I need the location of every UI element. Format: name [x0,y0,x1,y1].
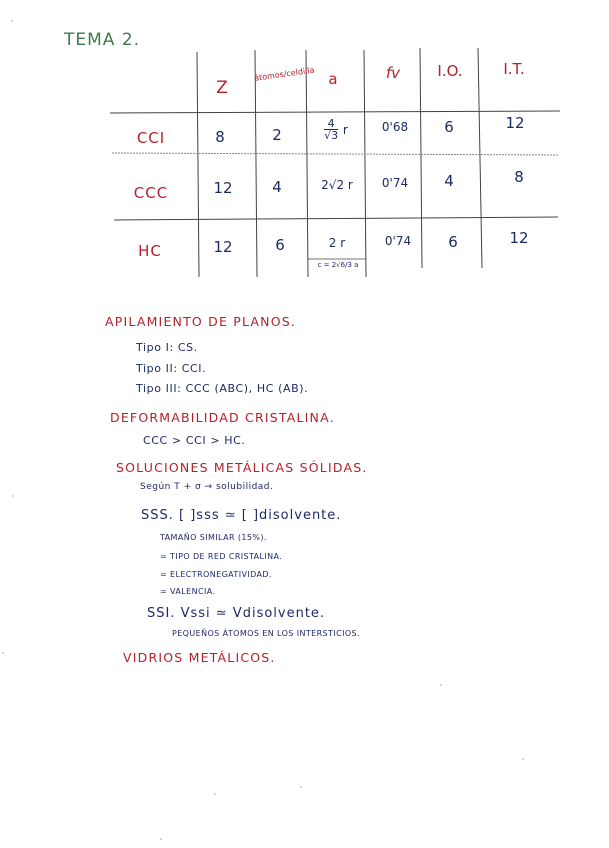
sss-item: TAMAÑO SIMILAR (15%). [160,533,267,542]
cell-it: 8 [514,168,524,186]
table-vline [420,48,422,268]
table-vline [306,50,308,277]
apilamiento-line: Tipo III: CCC (ABC), HC (AB). [136,382,309,395]
cell-z: 12 [213,238,233,256]
solubility-note: Según T + σ → solubilidad. [140,482,274,492]
cell-atoms: 6 [275,236,285,254]
heading-vidrios: VIDRIOS METÁLICOS. [123,650,276,665]
cell-a-variable: r [342,123,348,137]
heading-apilamiento: APILAMIENTO DE PLANOS. [105,314,297,329]
cell-a-numerator: 4 [324,118,338,130]
sss-item: = ELECTRONEGATIVIDAD. [160,570,272,579]
cell-it: 12 [509,229,529,247]
table-hline [114,217,558,220]
row-label-ccc: CCC [133,184,169,202]
cell-fv: 0'68 [381,120,409,134]
cell-a-denominator: √3 [324,129,339,142]
header-a: a [328,70,338,88]
ssi-formula: SSI. Vssi ≃ Vdisolvente. [147,606,326,621]
cell-it: 12 [505,114,525,132]
table-vline [478,48,482,268]
scan-speck [214,793,216,795]
scan-speck [300,786,302,788]
cell-a: 2√2 r [321,178,353,192]
cell-a: 2 r [328,236,346,250]
sss-item: = TIPO DE RED CRISTALINA. [160,552,283,561]
sss-item: = VALENCIA. [160,587,216,596]
cell-atoms: 2 [272,126,282,144]
cell-io: 6 [448,233,458,251]
scan-speck [522,758,524,760]
cell-io: 4 [444,172,454,190]
header-fv: fv [385,64,401,82]
table-hline [112,153,558,155]
cell-z: 12 [213,179,233,197]
page-title: TEMA 2. [64,30,141,50]
heading-deformabilidad: DEFORMABILIDAD CRISTALINA. [110,410,335,425]
cell-a-note: c = 2√6/3 a [317,261,359,269]
scan-speck [440,684,442,686]
cell-z: 8 [215,128,225,146]
cell-atoms: 4 [272,178,282,196]
scan-speck [2,652,4,654]
row-label-hc: HC [138,242,162,260]
cell-a [313,118,359,141]
apilamiento-line: Tipo II: CCI. [136,362,207,375]
heading-soluciones: SOLUCIONES METÁLICAS SÓLIDAS. [116,460,368,475]
deformabilidad-line: CCC > CCI > HC. [143,434,246,447]
table-vline [197,52,199,277]
table-vline [364,50,366,277]
cell-fv: 0'74 [384,234,412,248]
table-hline [110,111,560,113]
cell-io: 6 [444,118,454,136]
scan-speck [160,838,162,840]
apilamiento-line: Tipo I: CS. [136,341,198,354]
header-z: Z [216,78,228,98]
sss-formula: SSS. [ ]sss ≃ [ ]disolvente. [141,508,342,523]
scan-speck [12,495,14,497]
cell-fv: 0'74 [381,176,409,190]
scan-speck [11,20,13,22]
header-it: I.T. [503,60,525,78]
ssi-note: PEQUEÑOS ÁTOMOS EN LOS INTERSTICIOS. [172,629,360,638]
row-label-cci: CCI [136,129,166,147]
table-vline [255,50,257,277]
header-io: I.O. [437,62,463,80]
header-atoms: átomos/celdilla [253,65,315,83]
